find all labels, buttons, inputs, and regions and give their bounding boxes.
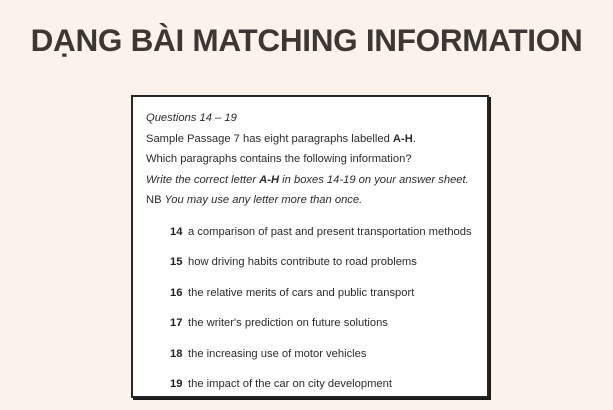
question-item-19 [146,378,473,390]
question-item-15 [146,256,473,268]
question-text: how driving habits contribute to road problems [188,256,417,269]
page-title: DẠNG BÀI MATCHING INFORMATION [30,22,583,58]
question-number: 19 [170,378,183,391]
instructions-block [146,108,473,211]
exercise-box [131,95,489,398]
instruction-passage-paragraphs [146,129,473,150]
question-item-14 [146,226,473,238]
instruction-write-letter [146,170,473,191]
instruction-question-prompt: Which paragraphs contains the following information? [146,153,412,166]
instruction-nb-label: NB [146,194,162,207]
instruction-nb-note [146,190,473,211]
instruction-write-letters: A-H [259,173,280,186]
question-item-18 [146,348,473,360]
question-text: the increasing use of motor vehicles [188,347,367,360]
question-text: the writer's prediction on future solutions [188,317,388,330]
instruction-passage-suffix: . [412,132,416,145]
instruction-write-prefix: Write the correct letter [146,173,260,186]
question-number: 14 [170,225,183,238]
instruction-passage-prefix: Sample Passage 7 has eight paragraphs labelled [146,132,393,145]
instruction-questions-range: Questions 14 – 19 [146,112,237,124]
question-number: 15 [170,256,183,269]
exercise-box-content [133,97,487,390]
question-text: the relative merits of cars and public transport [188,286,415,299]
instruction-nb-text: You may use any letter more than once. [161,194,363,207]
question-text: a comparison of past and present transportation methods [188,225,472,238]
question-number: 17 [170,317,183,330]
instruction-write-suffix: in boxes 14-19 on your answer sheet. [279,173,469,186]
instruction-passage-letters: A-H [392,132,413,145]
question-list [146,226,473,391]
question-item-16 [146,287,473,299]
question-number: 18 [170,347,183,360]
question-number: 16 [170,286,183,299]
question-item-17 [146,317,473,329]
question-text: the impact of the car on city development [188,378,392,391]
